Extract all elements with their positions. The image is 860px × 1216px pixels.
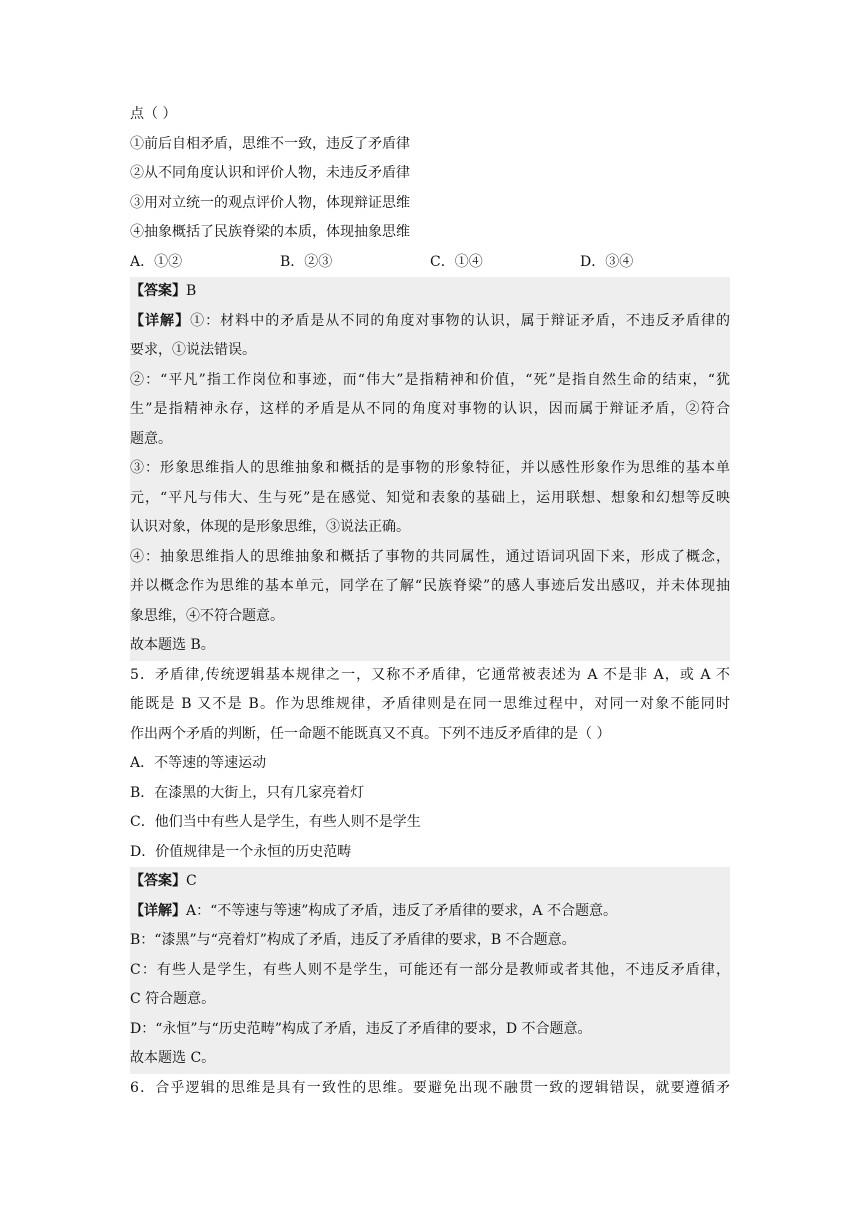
detail-line: 象思维，④不符合题意。 (130, 602, 730, 632)
detail-line: ③：形象思维指人的思维抽象和概括的是事物的形象特征，并以感性形象作为思维的基本单 (130, 454, 730, 484)
detail-line: 生”是指精神永存，这样的矛盾是从不同的角度对事物的认识，因而属于辩证矛盾，②符合 (130, 395, 730, 425)
answer-options (130, 248, 730, 278)
detail-line: 认识对象，体现的是形象思维，③说法正确。 (130, 513, 730, 543)
detail-line: D：“永恒”与“历史范畴”构成了矛盾，违反了矛盾律的要求，D 不合题意。 (130, 1015, 730, 1045)
option-d: D．③④ (580, 253, 634, 270)
question-stem-end: 点（ ） (130, 106, 177, 122)
answer-value: C (186, 873, 197, 889)
answer-value: B (186, 283, 197, 299)
detail-line: 并以概念作为思维的基本单元，同学在了解“民族脊梁”的感人事迹后发出感叹，并未体现抽 (130, 572, 730, 602)
detail-line: 元，“平凡与伟大、生与死”是在感觉、知觉和表象的基础上，运用联想、想象和幻想等反映 (130, 484, 730, 514)
option-d: D．价值规律是一个永恒的历史范畴 (130, 843, 352, 860)
detail-line (130, 897, 730, 927)
option-b: B．②③ (280, 253, 333, 270)
statement-3: ③用对立统一的观点评价人物，体现辩证思维 (130, 194, 410, 211)
option-c: C．①④ (430, 253, 483, 270)
option-c: C．他们当中有些人是学生，有些人则不是学生 (130, 814, 421, 830)
statement-2: ②从不同角度认识和评价人物，未违反矛盾律 (130, 165, 410, 181)
statement-4: ④抽象概括了民族脊梁的本质，体现抽象思维 (130, 224, 410, 240)
detail-text: A：“不等速与等速”构成了矛盾，违反了矛盾律的要求，A 不合题意。 (186, 902, 617, 919)
question-stem: 能既是 B 又不是 B。作为思维规律，矛盾律则是在同一思维过程中，对同一对象不能同时 (130, 696, 730, 712)
detail-line: C：有些人是学生，有些人则不是学生，可能还有一部分是教师或者其他，不违反矛盾律， (130, 956, 730, 986)
detail-text: ①：材料中的矛盾是从不同的角度对事物的认识，属于辩证矛盾，不违反矛盾律的 (190, 312, 730, 329)
answer-tag: 【答案】 (130, 873, 186, 889)
detail-line: 故本题选 B。 (130, 631, 730, 661)
question-stem: 5．矛盾律,传统逻辑基本规律之一，又称不矛盾律，它通常被表述为 A 不是非 A，或 A 不 (130, 666, 730, 683)
option-a: A．①② (130, 253, 183, 270)
question-stem: 作出两个矛盾的判断，任一命题不能既真又不真。下列不违反矛盾律的是（ ） (130, 725, 611, 742)
detail-line: C 符合题意。 (130, 985, 730, 1015)
detail-line: ②：“平凡”指工作岗位和事迹，而“伟大”是指精神和价值，“死”是指自然生命的结束，“犹 (130, 366, 730, 396)
detail-line: B：“漆黑”与“亮着灯”构成了矛盾，违反了矛盾律的要求，B 不合题意。 (130, 926, 730, 956)
answer-line (130, 867, 730, 897)
detail-tag: 【详解】 (130, 902, 186, 919)
detail-line: 题意。 (130, 425, 730, 455)
detail-tag: 【详解】 (130, 312, 191, 329)
detail-line: 要求，①说法错误。 (130, 336, 730, 366)
document-page (130, 100, 730, 1103)
answer-line (130, 277, 730, 307)
question-stem: 6．合乎逻辑的思维是具有一致性的思维。要避免出现不融贯一致的逻辑错误，就要遵循矛 (130, 1079, 730, 1096)
detail-line: ④：抽象思维指人的思维抽象和概括了事物的共同属性，通过语词巩固下来，形成了概念， (130, 543, 730, 573)
option-a: A．不等速的等速运动 (130, 755, 267, 771)
detail-line (130, 307, 730, 337)
statement-1: ①前后自相矛盾，思维不一致，违反了矛盾律 (130, 135, 410, 152)
detail-line: 故本题选 C。 (130, 1044, 730, 1074)
option-b: B．在漆黑的大街上，只有几家亮着灯 (130, 784, 365, 801)
answer-tag: 【答案】 (130, 283, 186, 299)
